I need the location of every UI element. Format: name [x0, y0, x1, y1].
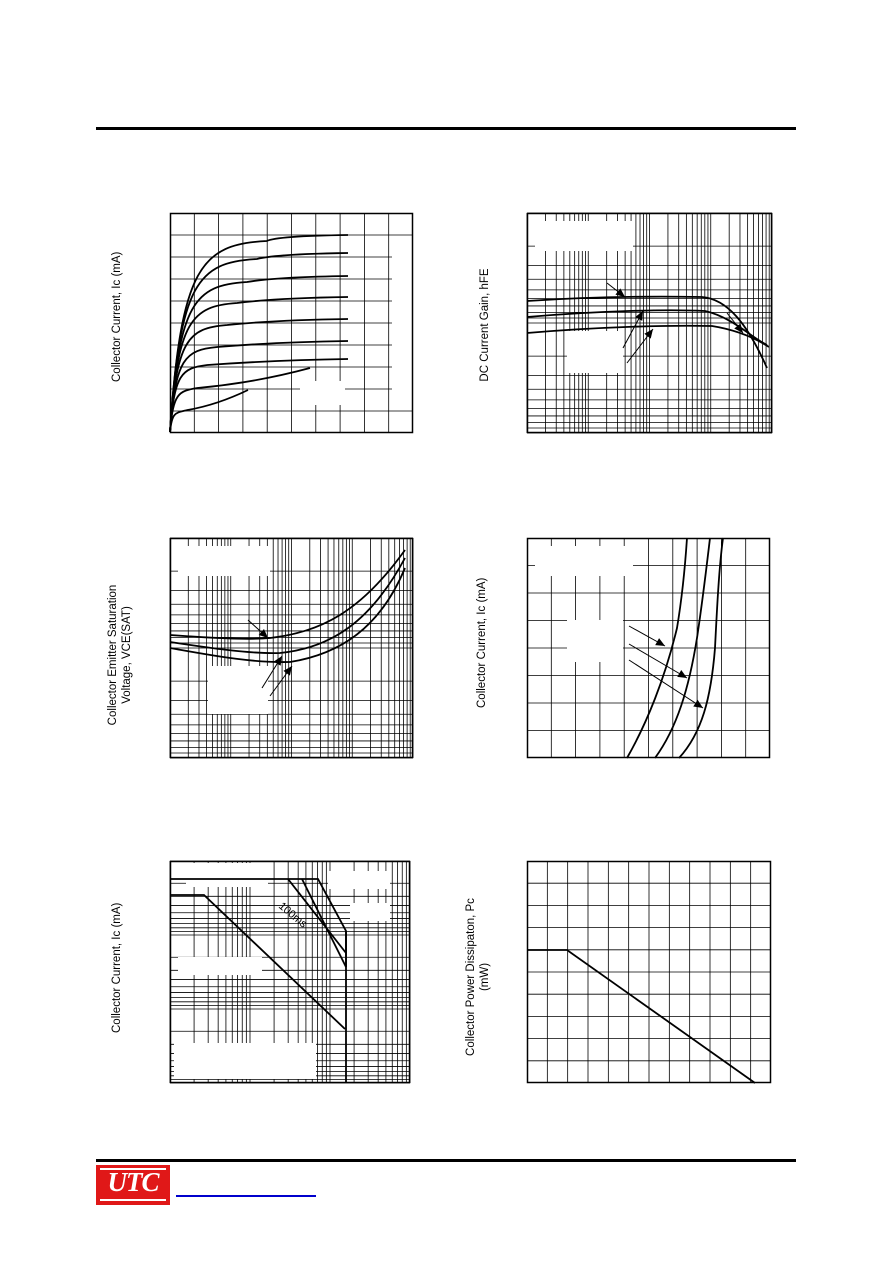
y-axis-label: Collector Current, Ic (mA): [111, 251, 123, 382]
ic-curve: [170, 319, 348, 432]
chart-hfe-ic: [527, 213, 772, 433]
header-rule: [96, 127, 796, 130]
logo-text: UTC: [107, 1167, 159, 1197]
label-box: [535, 546, 633, 576]
arrow-head: [693, 700, 703, 708]
arrow-head: [677, 670, 687, 678]
label-box: [174, 1043, 316, 1079]
label-box: [208, 666, 268, 714]
chart-soa: [170, 861, 410, 1083]
label-box: [392, 253, 412, 403]
label-box: [300, 381, 345, 405]
chart-pc-ta: [527, 861, 771, 1083]
ic-curve: [170, 297, 348, 432]
arrow-head: [644, 329, 653, 339]
chart-ic-vbe: [527, 538, 770, 758]
label-box: [350, 903, 390, 921]
chart-vcesat-ic: [170, 538, 413, 758]
label-box: [178, 957, 262, 975]
y-axis-label: DC Current Gain, hFE: [479, 268, 491, 382]
y-axis-label-line2: Voltage, VCE(SAT): [121, 606, 133, 704]
label-box: [567, 620, 623, 662]
chart-ic-vce: [170, 213, 413, 433]
y-axis-label-line1: Collector Power Dissipaton, Pc: [465, 898, 477, 1056]
y-axis-label: Collector Current, Ic (mA): [111, 902, 123, 1033]
label-box: [186, 863, 268, 887]
label-box: [178, 546, 270, 576]
label-box: [535, 221, 633, 251]
logo-line-bottom: [100, 1199, 166, 1201]
y-axis-label: [106, 575, 134, 735]
ic-curve: [170, 368, 310, 432]
arrow-head: [655, 638, 665, 646]
y-axis-label-line2: (mW): [479, 962, 491, 992]
y-axis-label: [464, 882, 492, 1072]
utc-logo: [96, 1165, 170, 1205]
website-link[interactable]: [176, 1195, 316, 1197]
footer-rule: [96, 1159, 796, 1162]
label-box: [567, 331, 623, 373]
soa-annotation-text: 100ms: [276, 900, 310, 931]
y-axis-label-line1: Collector Emitter Saturation: [107, 584, 119, 726]
arrow-head: [283, 666, 292, 676]
label-box: [328, 871, 390, 889]
soa-limit-line: [302, 879, 346, 967]
arrow-line: [629, 644, 687, 678]
y-axis-label: Collector Current, Ic (mA): [476, 577, 488, 708]
